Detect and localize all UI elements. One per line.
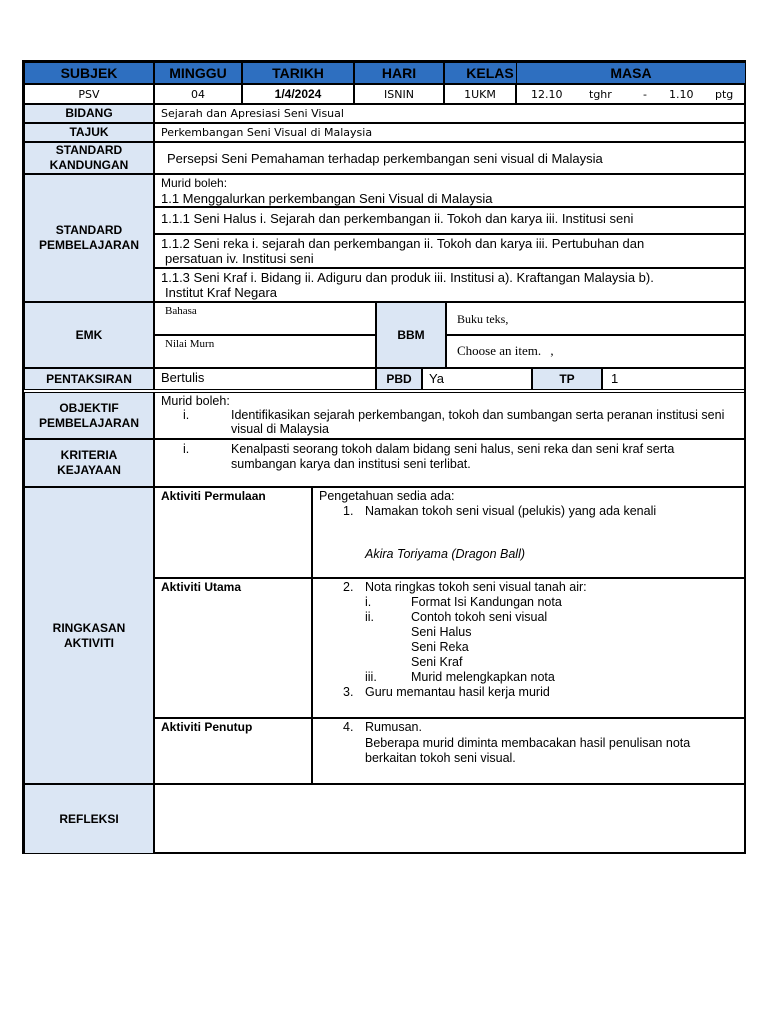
header-minggu: MINGGU <box>154 62 242 84</box>
emk-value-2[interactable]: Nilai Murn <box>154 335 376 368</box>
label-bbm: BBM <box>376 302 446 368</box>
utama-ii-a: Seni Halus <box>411 625 472 639</box>
tp-value[interactable]: 1 <box>602 368 746 390</box>
label-ra-line1: RINGKASAN <box>52 620 126 635</box>
label-bidang: BIDANG <box>24 104 154 123</box>
label-ra-line2: AKTIVITI <box>64 635 114 650</box>
standard-kandungan-value[interactable]: Persepsi Seni Pemahaman terhadap perkembangan seni visual di Malaysia <box>154 142 746 174</box>
obj-text-1: Identifikasikan sejarah perkembangan, tokoh dan sumbangan serta peranan institusi seni <box>231 408 725 422</box>
refleksi-value[interactable] <box>154 784 746 854</box>
masa-tghr: tghr <box>589 88 612 101</box>
penutup-num: 4. <box>343 720 354 734</box>
sp-3-line2: persatuan iv. Institusi seni <box>165 251 314 266</box>
tajuk-value[interactable]: Perkembangan Seni Visual di Malaysia <box>154 123 746 142</box>
kk-text-1: Kenalpasti seorang tokoh dalam bidang seni halus, seni reka dan seni kraf serta <box>231 442 675 456</box>
utama-3-num: 3. <box>343 685 354 699</box>
aktiviti-penutup-label: Aktiviti Penutup <box>154 718 312 784</box>
lesson-plan-table <box>22 60 746 854</box>
permulaan-num: 1. <box>343 504 354 518</box>
header-masa: MASA <box>516 62 746 84</box>
masa-value[interactable] <box>516 84 746 104</box>
sp-4-line1: 1.1.3 Seni Kraf i. Bidang ii. Adiguru dan produk iii. Institusi a). Kraftangan Malaysia b). <box>161 270 654 285</box>
utama-num: 2. <box>343 580 354 594</box>
hari-value[interactable]: ISNIN <box>354 84 444 104</box>
utama-iii-num: iii. <box>365 670 377 684</box>
bidang-value[interactable]: Sejarah dan Apresiasi Seni Visual <box>154 104 746 123</box>
label-ringkasan-aktiviti <box>24 487 154 784</box>
kelas-value[interactable]: 1UKM <box>444 84 516 104</box>
utama-ii-c: Seni Kraf <box>411 655 463 669</box>
label-obj-line2: PEMBELAJARAN <box>38 415 139 430</box>
sp-row-2[interactable]: 1.1.1 Seni Halus i. Sejarah dan perkembangan ii. Tokoh dan karya iii. Institusi seni <box>154 207 746 234</box>
pbd-value[interactable]: Ya <box>422 368 532 390</box>
label-pbd: PBD <box>376 368 422 390</box>
utama-ii: Contoh tokoh seni visual <box>411 610 548 624</box>
sp-4-line2: Institut Kraf Negara <box>165 285 277 300</box>
label-objektif <box>24 392 154 439</box>
utama-iii: Murid melengkapkan nota <box>411 670 555 684</box>
label-sp-line1: STANDARD <box>55 223 123 237</box>
label-emk: EMK <box>24 302 154 368</box>
permulaan-intro: Pengetahuan sedia ada: <box>319 489 455 503</box>
emk-value-1[interactable]: Bahasa <box>154 302 376 335</box>
header-hari: HARI <box>354 62 444 84</box>
label-tp: TP <box>532 368 602 390</box>
label-pentaksiran: PENTAKSIRAN <box>24 368 154 390</box>
aktiviti-permulaan-label: Aktiviti Permulaan <box>154 487 312 578</box>
utama-ii-b: Seni Reka <box>411 640 469 654</box>
sp-row-4[interactable] <box>154 268 746 302</box>
penutup-line-2: Beberapa murid diminta membacakan hasil penulisan nota <box>365 736 691 750</box>
label-sk-line2: KANDUNGAN <box>49 158 129 172</box>
aktiviti-utama-label: Aktiviti Utama <box>154 578 312 718</box>
objektif-value[interactable] <box>154 392 746 439</box>
masa-dash: - <box>643 88 647 101</box>
bbm-choose-item[interactable]: Choose an item. <box>457 343 542 358</box>
utama-3: Guru memantau hasil kerja murid <box>365 685 550 699</box>
sp-row-3[interactable] <box>154 234 746 268</box>
obj-num: i. <box>183 408 190 422</box>
utama-i-num: i. <box>365 595 372 609</box>
utama-i: Format Isi Kandungan nota <box>411 595 562 609</box>
minggu-value[interactable]: 04 <box>154 84 242 104</box>
label-sk-line1: STANDARD <box>55 143 123 157</box>
bbm-value-1[interactable]: Buku teks, <box>446 302 746 335</box>
masa-start[interactable]: 12.10 <box>531 88 563 101</box>
label-kk-line1: KRITERIA <box>60 448 118 462</box>
permulaan-example: Akira Toriyama (Dragon Ball) <box>365 547 526 561</box>
label-kk-line2: KEJAYAAN <box>57 463 121 477</box>
aktiviti-permulaan-content[interactable] <box>312 487 746 578</box>
obj-intro: Murid boleh: <box>161 394 230 408</box>
label-obj-line1: OBJEKTIF <box>59 400 119 415</box>
header-kelas: KELAS <box>444 62 536 84</box>
tarikh-value[interactable]: 1/4/2024 <box>242 84 354 104</box>
header-tarikh: TARIKH <box>242 62 354 84</box>
sp-1-1: 1.1 Menggalurkan perkembangan Seni Visual di Malaysia <box>161 191 493 206</box>
permulaan-text: Namakan tokoh seni visual (pelukis) yang ada kenali <box>365 504 657 518</box>
utama-text: Nota ringkas tokoh seni visual tanah air: <box>365 580 587 594</box>
penutup-line-3: berkaitan tokoh seni visual. <box>365 751 516 765</box>
aktiviti-utama-content[interactable] <box>312 578 746 718</box>
label-refleksi: REFLEKSI <box>24 784 154 854</box>
masa-end[interactable]: 1.10 <box>669 88 694 101</box>
subjek-value[interactable]: PSV <box>24 84 154 104</box>
label-kriteria <box>24 439 154 487</box>
kriteria-value[interactable] <box>154 439 746 487</box>
label-standard-kandungan <box>24 142 154 174</box>
label-sp-line2: PEMBELAJARAN <box>38 238 139 252</box>
label-tajuk: TAJUK <box>24 123 154 142</box>
pentaksiran-value[interactable]: Bertulis <box>154 368 376 390</box>
bbm-value-2[interactable] <box>446 335 746 368</box>
sp-row-1[interactable] <box>154 174 746 207</box>
label-standard-pembelajaran <box>24 174 154 302</box>
penutup-text: Rumusan. <box>365 720 422 734</box>
aktiviti-penutup-content[interactable] <box>312 718 746 784</box>
masa-ptg: ptg <box>715 88 734 101</box>
sp-3-line1: 1.1.2 Seni reka i. sejarah dan perkembangan ii. Tokoh dan karya iii. Pertubuhan dan <box>161 236 645 251</box>
obj-text-2: visual di Malaysia <box>231 422 329 436</box>
header-subjek: SUBJEK <box>24 62 154 84</box>
kk-text-2: sumbangan karya dan institusi seni terlibat. <box>231 457 471 471</box>
bbm-separator: , <box>550 343 554 358</box>
kk-num: i. <box>183 442 190 456</box>
utama-ii-num: ii. <box>365 610 375 624</box>
sp-intro: Murid boleh: <box>161 176 228 190</box>
